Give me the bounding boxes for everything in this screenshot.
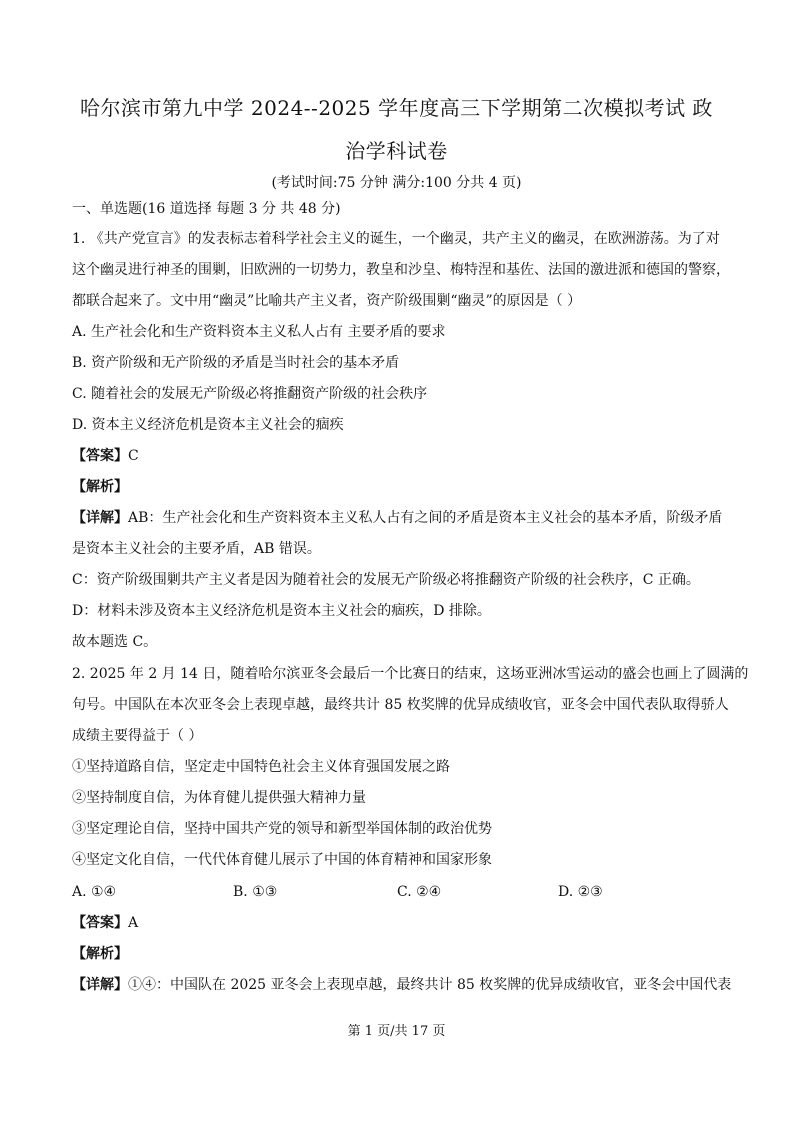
exam-title-line-2: 治学科试卷 — [345, 139, 448, 163]
q1-detail-line — [72, 509, 722, 527]
detail-text: AB：生产社会化和生产资料资本主义私人占有之间的矛盾是资本主义社会的基本矛盾，阶级矛盾 — [128, 510, 723, 526]
q1-option-c: C. 随着社会的发展无产阶级必将推翻资产阶级的社会秩序 — [72, 386, 428, 402]
q2-choice-c: C. ②④ — [397, 884, 442, 900]
q2-stem-line: 句号。中国队在本次亚冬会上表现卓越，最终共计 85 枚奖牌的优异成绩收官，亚冬会中国代表队取得骄人 — [72, 697, 729, 713]
q2-analysis-tag — [72, 945, 128, 963]
q1-conclusion: 故本题选 C。 — [72, 634, 158, 650]
exam-info: (考试时间:75 分钟 满分:100 分共 4 页) — [271, 175, 522, 191]
q2-detail-line — [72, 976, 731, 994]
answer-value: A — [128, 915, 139, 931]
q2-statement-4: ④坚定文化自信，一代代体育健儿展示了中国的体育精神和国家形象 — [72, 852, 492, 868]
analysis-tag: 【解析】 — [72, 479, 128, 495]
q2-choice-a: A. ①④ — [72, 884, 117, 900]
q2-statement-2: ②坚持制度自信，为体育健儿提供强大精神力量 — [72, 790, 366, 806]
q2-answer — [72, 914, 138, 932]
answer-tag: 【答案】 — [72, 915, 128, 931]
q2-statement-1: ①坚持道路自信，坚定走中国特色社会主义体育强国发展之路 — [72, 759, 450, 775]
q2-stem-line: 成绩主要得益于（ ） — [72, 728, 203, 744]
q1-stem-line: 都联合起来了。文中用“幽灵”比喻共产主义者，资产阶级围剿“幽灵”的原因是（ ） — [72, 293, 582, 309]
answer-value: C — [128, 448, 139, 464]
q1-option-b: B. 资产阶级和无产阶级的矛盾是当时社会的基本矛盾 — [72, 355, 400, 371]
q1-stem-line: 1. 《共产党宣言》的发表标志着科学社会主义的诞生，一个幽灵，共产主义的幽灵，在欧洲游荡。为了对 — [72, 231, 720, 247]
q1-analysis-tag — [72, 478, 128, 496]
q1-option-a: A. 生产社会化和生产资料资本主义私人占有 主要矛盾的要求 — [72, 324, 446, 340]
q2-stem-line: 2. 2025 年 2 月 14 日，随着哈尔滨亚冬会最后一个比赛日的结束，这场亚洲冰雪运动的盛会也画上了圆满的 — [72, 666, 749, 682]
detail-tag: 【详解】 — [72, 977, 128, 993]
section-heading: 一、单选题(16 道选择 每题 3 分 共 48 分) — [72, 201, 341, 217]
detail-tag: 【详解】 — [72, 510, 128, 526]
q1-answer — [72, 447, 139, 465]
q1-detail-line: 是资本主义社会的主要矛盾，AB 错误。 — [72, 541, 321, 557]
q1-detail-line: C：资产阶级围剿共产主义者是因为随着社会的发展无产阶级必将推翻资产阶级的社会秩序，C 正确。 — [72, 572, 700, 588]
detail-text: ①④：中国队在 2025 亚冬会上表现卓越，最终共计 85 枚奖牌的优异成绩收官，亚冬会中国代表 — [128, 977, 732, 993]
q1-detail-line: D：材料未涉及资本主义经济危机是资本主义社会的痼疾，D 排除。 — [72, 603, 491, 619]
q1-option-d: D. 资本主义经济危机是资本主义社会的痼疾 — [72, 417, 344, 433]
q2-choice-b: B. ①③ — [233, 884, 278, 900]
q1-stem-line: 这个幽灵进行神圣的围剿，旧欧洲的一切势力，教皇和沙皇、梅特涅和基佐、法国的激进派和德国的警察， — [72, 262, 730, 278]
page-footer: 第 1 页/共 17 页 — [347, 1024, 446, 1039]
answer-tag: 【答案】 — [72, 448, 128, 464]
q2-statement-3: ③坚定理论自信，坚持中国共产党的领导和新型举国体制的政治优势 — [72, 821, 492, 837]
exam-title-line-1: 哈尔滨市第九中学 2024--2025 学年度高三下学期第二次模拟考试 政 — [80, 96, 713, 120]
analysis-tag: 【解析】 — [72, 946, 128, 962]
q2-choice-d: D. ②③ — [558, 884, 603, 900]
